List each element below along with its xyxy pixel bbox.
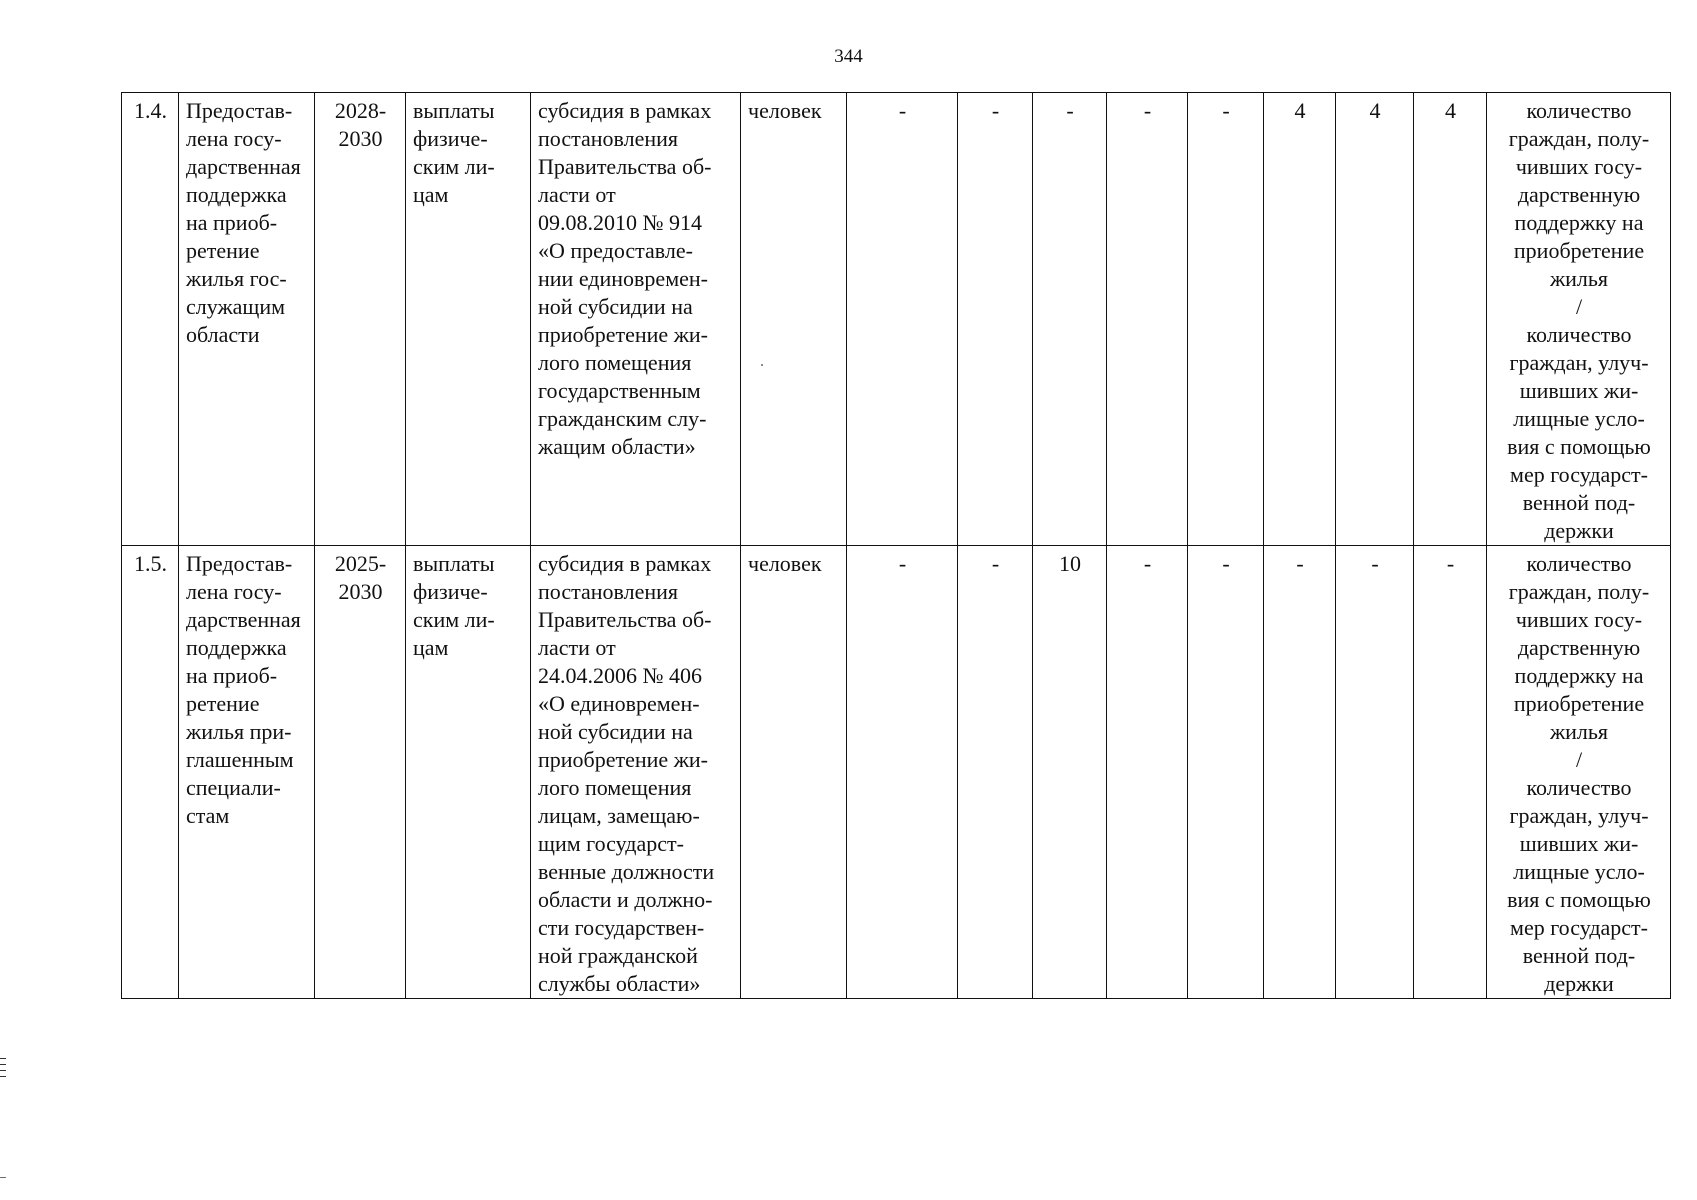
years-line: 2030 [338,579,383,604]
row-number-cell [122,546,179,999]
year-value: 4 [1369,98,1381,123]
result-indicator-line: дарственную [1517,182,1641,207]
payment-type-line: физиче- [413,126,488,151]
measure-name-line: на приоб- [186,210,278,235]
payment-type-line: выплаты [413,98,495,123]
legal-basis-line: службы области» [538,971,701,996]
result-indicator-line: количество [1526,98,1632,123]
result-indicator-line: приобретение [1513,691,1645,716]
legal-basis-line: щим государст- [538,831,684,856]
result-indicator-line: чивших госу- [1515,154,1643,179]
unit: человек [748,551,822,576]
measure-name-line: дарственная [186,154,301,179]
measure-name-line: стам [186,803,230,828]
year-value-cell [1264,546,1336,999]
year-value-cell [1414,93,1487,546]
legal-basis-line: жащим области» [538,434,696,459]
legal-basis-line: приобретение жи- [538,747,708,772]
year-value: - [898,551,907,576]
result-indicator-line: лищные усло- [1513,406,1645,431]
measure-name-line: поддержка [186,635,287,660]
legal-basis-line: нии единовремен- [538,266,708,291]
result-indicator-line: чивших госу- [1515,607,1643,632]
measure-name-line: специали- [186,775,281,800]
measure-name-line: поддержка [186,182,287,207]
result-indicator-line: граждан, полу- [1508,126,1650,151]
year-value-cell [958,93,1033,546]
table-row [122,93,1671,546]
result-indicator-line: граждан, улуч- [1509,350,1649,375]
result-indicator-line: вия с помощью [1507,434,1651,459]
year-value-cell [1033,546,1107,999]
year-value: - [1446,551,1455,576]
payment-type-line: ским ли- [413,607,495,632]
legal-basis-line: 09.08.2010 № 914 [538,210,702,235]
page-number: 344 [834,46,863,67]
measure-name-line: дарственная [186,607,301,632]
years-line: 2030 [338,126,383,151]
year-value-cell [1107,93,1188,546]
payment-type-line: выплаты [413,551,495,576]
unit: человек [748,98,822,123]
year-value: - [898,98,907,123]
year-value-cell [1336,93,1414,546]
unit-cell [741,546,847,999]
result-indicator-line: лищные усло- [1513,859,1645,884]
result-indicator-line: вия с помощью [1507,887,1651,912]
year-value: - [1143,551,1152,576]
result-indicator-line: количество [1526,322,1632,347]
result-indicator-line: держки [1544,971,1614,996]
legal-basis-line: лицам, замещаю- [538,803,700,828]
year-value: - [1371,551,1379,576]
payment-type-line: ским ли- [413,154,495,179]
result-indicator-line: поддержку на [1514,663,1644,688]
year-value-cell [1264,93,1336,546]
year-value-cell [1414,546,1487,999]
result-indicator-line: венной под- [1522,490,1636,515]
result-indicator-line: мер государст- [1510,915,1648,940]
legal-basis-line: Правительства об- [538,154,712,179]
margin-marks [0,1058,8,1082]
legal-basis-line: лого помещения [538,350,692,375]
result-indicator-line: жилья [1549,719,1609,744]
legal-basis-line: области и должно- [538,887,713,912]
payment-type-cell [406,93,531,546]
legal-basis-line: ной гражданской [538,943,698,968]
year-value: 10 [1059,551,1081,576]
result-indicator-line: держки [1544,518,1614,543]
year-value: - [1222,98,1230,123]
year-value: - [1066,98,1074,123]
row-number: 1.4. [134,98,167,123]
measure-name-line: жилья при- [186,719,292,744]
measure-name-line: лена госу- [186,126,282,151]
legal-basis-line: ласти от [538,182,616,207]
payment-type-line: цам [413,182,449,207]
result-indicator-line: поддержку на [1514,210,1644,235]
year-value: - [1222,551,1230,576]
payment-type-cell [406,546,531,999]
scan-speck [761,364,763,366]
legal-basis-line: «О предоставле- [538,238,693,263]
measure-name-line: на приоб- [186,663,278,688]
legal-basis-line: субсидия в рамках [538,98,712,123]
year-value-cell [1188,93,1264,546]
year-value: - [991,98,1000,123]
program-table [121,92,1671,999]
result-indicator-line: приобретение [1513,238,1645,263]
result-indicator-line: шивших жи- [1519,378,1639,403]
year-value-cell [1107,546,1188,999]
legal-basis-line: ной субсидии на [538,294,693,319]
measure-name-line: области [186,322,260,347]
row-number-cell [122,93,179,546]
measure-name-line: глашенным [186,747,294,772]
years-line: 2025- [334,551,387,576]
result-indicator-line: / [1575,747,1583,772]
years-cell [315,546,406,999]
result-indicator-line: граждан, улуч- [1509,803,1649,828]
legal-basis-line: субсидия в рамках [538,551,712,576]
measure-name-line: служащим [186,294,286,319]
result-indicator-line: дарственную [1517,635,1641,660]
measure-name-line: Предостав- [186,551,293,576]
legal-basis-cell [531,546,741,999]
result-indicator-cell [1487,93,1671,546]
result-indicator-line: жилья [1549,266,1609,291]
result-indicator-line: количество [1526,551,1632,576]
legal-basis-line: ной субсидии на [538,719,693,744]
year-value: 4 [1445,98,1456,123]
measure-name-line: ретение [186,238,260,263]
result-indicator-cell [1487,546,1671,999]
measure-name-cell [179,93,315,546]
table-row [122,546,1671,999]
result-indicator-line: венной под- [1522,943,1636,968]
legal-basis-line: «О единовремен- [538,691,700,716]
result-indicator-line: мер государст- [1510,462,1648,487]
measure-name-line: ретение [186,691,260,716]
year-value: 4 [1294,98,1306,123]
margin-mark [0,1177,6,1178]
year-value-cell [847,546,958,999]
unit-cell [741,93,847,546]
legal-basis-line: приобретение жи- [538,322,708,347]
legal-basis-line: Правительства об- [538,607,712,632]
years-line: 2028- [334,98,387,123]
payment-type-line: физиче- [413,579,488,604]
year-value-cell [1188,546,1264,999]
year-value: - [991,551,1000,576]
result-indicator-line: граждан, полу- [1508,579,1650,604]
year-value: - [1296,551,1304,576]
measure-name-line: Предостав- [186,98,293,123]
measure-name-cell [179,546,315,999]
year-value-cell [847,93,958,546]
legal-basis-line: ласти от [538,635,616,660]
legal-basis-line: венные должности [538,859,715,884]
legal-basis-line: гражданским слу- [538,406,707,431]
result-indicator-line: / [1575,294,1583,319]
legal-basis-cell [531,93,741,546]
year-value: - [1143,98,1152,123]
row-number: 1.5. [134,551,167,576]
year-value-cell [958,546,1033,999]
measure-name-line: жилья гос- [186,266,287,291]
legal-basis-line: постановления [538,126,679,151]
legal-basis-line: государственным [538,378,701,403]
years-cell [315,93,406,546]
result-indicator-line: количество [1526,775,1632,800]
legal-basis-line: сти государствен- [538,915,705,940]
legal-basis-line: постановления [538,579,679,604]
legal-basis-line: 24.04.2006 № 406 [538,663,702,688]
year-value-cell [1033,93,1107,546]
year-value-cell [1336,546,1414,999]
measure-name-line: лена госу- [186,579,282,604]
legal-basis-line: лого помещения [538,775,692,800]
payment-type-line: цам [413,635,449,660]
result-indicator-line: шивших жи- [1519,831,1639,856]
